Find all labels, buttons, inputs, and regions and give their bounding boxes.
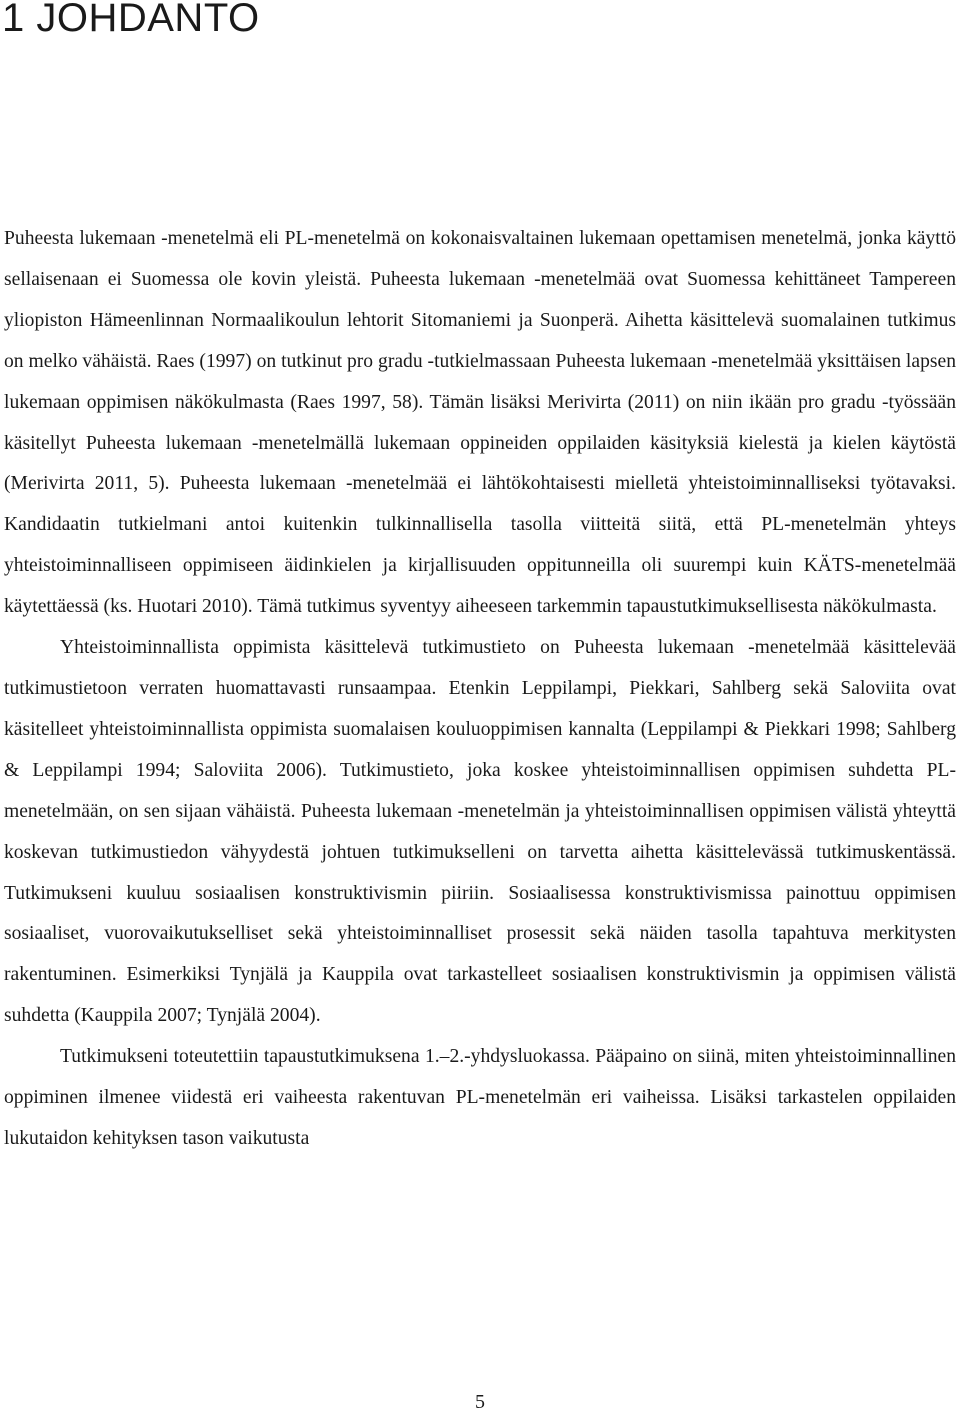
- chapter-heading: 1 JOHDANTO: [2, 0, 260, 40]
- paragraph-study-design: Tutkimukseni toteutettiin tapaustutkimuksena 1.‒2.-yhdysluokassa. Pääpaino on siinä, miten yhteistoiminnallinen oppiminen ilmenee viidestä eri vaiheesta rakentuvan PL-menetelmän eri vaiheissa. Lisäksi tarkastelen oppilaiden lukutaidon kehityksen tason vaikutusta: [4, 1046, 956, 1149]
- paragraph-intro: Puheesta lukemaan -menetelmä eli PL-menetelmä on kokonaisvaltainen lukemaan opettamisen menetelmä, jonka käyttö sellaisenaan ei Suomessa ole kovin yleistä. Puheesta lukemaan -menetelmää ovat Suomessa kehittäneet Tampereen yliopiston Hämeenlinnan Normaalikoulun lehtorit Sitomaniemi ja Suonperä. Aihetta käsittelevä suomalainen tutkimus on melko vähäistä. Raes (1997) on tutkinut pro gradu -tutkielmassaan Puheesta lukemaan -menetelmää yksittäisen lapsen lukemaan oppimisen näkökulmasta (Raes 1997, 58). Tämän lisäksi Merivirta (2011) on niin ikään pro gradu -työssään käsitellyt Puheesta lukemaan -menetelmällä lukemaan oppineiden oppilaiden käsityksiä kielestä ja kielen käytöstä (Merivirta 2011, 5). Puheesta lukemaan -menetelmää ei lähtökohtaisesti mielletä yhteistoiminnalliseksi työtavaksi. Kandidaatin tutkielmani antoi kuitenkin tulkinnallisella tasolla viitteitä siitä, että PL-menetelmän yhteys yhteistoiminnalliseen oppimiseen äidinkielen ja kirjallisuuden oppitunneilla oli suurempi kuin KÄTS-menetelmää käytettäessä (ks. Huotari 2010). Tämä tutkimus syventyy aiheeseen tarkemmin tapaustutkimuksellisesta näkökulmasta.: [4, 228, 956, 618]
- body-text: [4, 219, 956, 1160]
- page-number: 5: [475, 1391, 485, 1413]
- paragraph-research-background: Yhteistoiminnallista oppimista käsittelevä tutkimustieto on Puheesta lukemaan -menetelmää käsittelevää tutkimustietoon verraten huomattavasti runsaampaa. Etenkin Leppilampi, Piekkari, Sahlberg sekä Saloviita ovat käsitelleet yhteistoiminnallista oppimista suomalaisen kouluoppimisen kannalta (Leppilampi & Piekkari 1998; Sahlberg & Leppilampi 1994; Saloviita 2006). Tutkimustieto, joka koskee yhteistoiminnallisen oppimisen suhdetta PL-menetelmään, on sen sijaan vähäistä. Puheesta lukemaan -menetelmän ja yhteistoiminnallisen oppimisen välistä yhteyttä koskevan tutkimustiedon vähyydestä johtuen tutkimukselleni on tarvetta aihetta käsittelevässä tutkimuskentässä. Tutkimukseni kuuluu sosiaalisen konstruktivismin piiriin. Sosiaalisessa konstruktivismissa painottuu oppimisen sosiaaliset, vuorovaikutukselliset sekä yhteistoiminnalliset prosessit sekä näiden tasolla tapahtuva merkitysten rakentuminen. Esimerkiksi Tynjälä ja Kauppila ovat tarkastelleet sosiaalisen konstruktivismin ja oppimisen välistä suhdetta (Kauppila 2007; Tynjälä 2004).: [4, 637, 956, 1027]
